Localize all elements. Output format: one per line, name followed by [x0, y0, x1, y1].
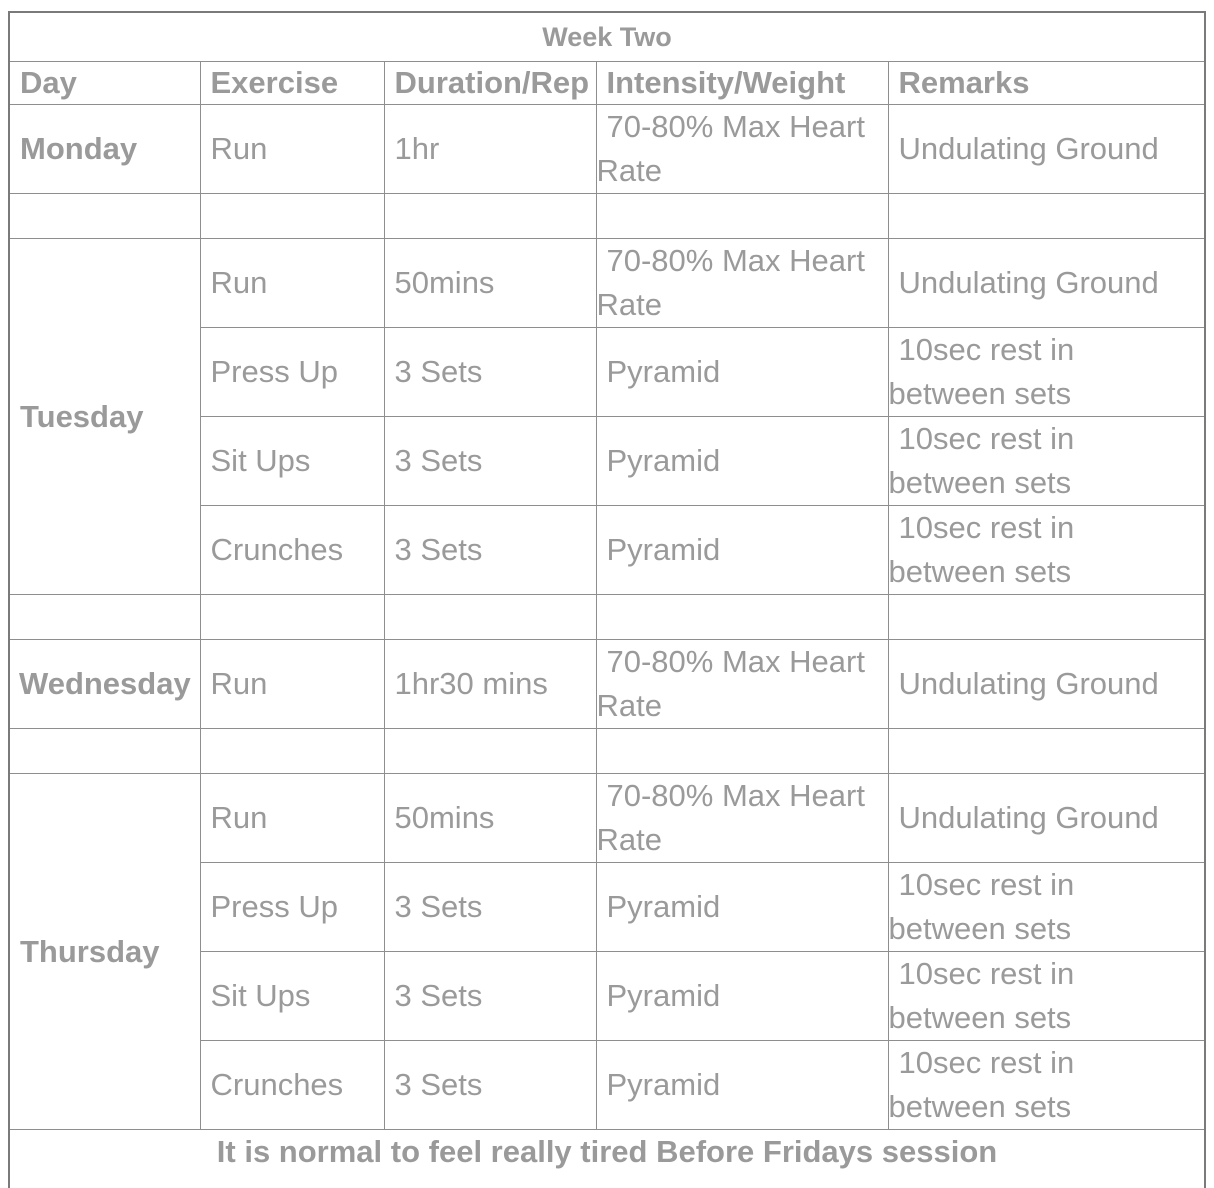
duration-cell: 3 Sets — [384, 417, 596, 506]
spacer-row — [10, 729, 1204, 774]
empty-cell — [200, 194, 384, 239]
header-exercise: Exercise — [200, 62, 384, 105]
empty-cell — [596, 729, 888, 774]
remarks-cell: 10sec rest in between sets — [888, 1041, 1204, 1130]
exercise-cell: Run — [200, 105, 384, 194]
duration-cell: 3 Sets — [384, 1041, 596, 1130]
intensity-cell: Pyramid — [596, 506, 888, 595]
day-label-tuesday: Tuesday — [10, 239, 200, 595]
exercise-cell: Run — [200, 640, 384, 729]
intensity-cell: Pyramid — [596, 417, 888, 506]
duration-cell: 1hr — [384, 105, 596, 194]
empty-cell — [888, 729, 1204, 774]
table-row — [10, 105, 1204, 194]
footer-note: It is normal to feel really tired Before Fridays session — [10, 1130, 1204, 1175]
schedule-table — [10, 13, 1204, 1174]
duration-cell: 3 Sets — [384, 952, 596, 1041]
remarks-cell: Undulating Ground — [888, 239, 1204, 328]
header-duration: Duration/Rep — [384, 62, 596, 105]
remarks-cell: Undulating Ground — [888, 105, 1204, 194]
table-row — [10, 774, 1204, 863]
empty-cell — [596, 194, 888, 239]
intensity-cell: 70-80% Max Heart Rate — [596, 774, 888, 863]
duration-cell: 3 Sets — [384, 506, 596, 595]
header-day: Day — [10, 62, 200, 105]
empty-cell — [10, 595, 200, 640]
exercise-cell: Crunches — [200, 506, 384, 595]
remarks-cell: 10sec rest in between sets — [888, 328, 1204, 417]
exercise-cell: Press Up — [200, 328, 384, 417]
empty-cell — [596, 595, 888, 640]
duration-cell: 50mins — [384, 239, 596, 328]
header-intensity: Intensity/Weight — [596, 62, 888, 105]
remarks-cell: Undulating Ground — [888, 640, 1204, 729]
empty-cell — [200, 729, 384, 774]
exercise-cell: Sit Ups — [200, 417, 384, 506]
remarks-cell: Undulating Ground — [888, 774, 1204, 863]
duration-cell: 50mins — [384, 774, 596, 863]
day-label-monday: Monday — [10, 105, 200, 194]
empty-cell — [888, 194, 1204, 239]
spacer-row — [10, 194, 1204, 239]
day-label-thursday: Thursday — [10, 774, 200, 1130]
duration-cell: 3 Sets — [384, 863, 596, 952]
schedule-table-container — [8, 11, 1206, 1188]
duration-cell: 1hr30 mins — [384, 640, 596, 729]
header-remarks: Remarks — [888, 62, 1204, 105]
empty-cell — [384, 194, 596, 239]
exercise-cell: Run — [200, 774, 384, 863]
remarks-cell: 10sec rest in between sets — [888, 417, 1204, 506]
intensity-cell: 70-80% Max Heart Rate — [596, 239, 888, 328]
empty-cell — [200, 595, 384, 640]
intensity-cell: 70-80% Max Heart Rate — [596, 105, 888, 194]
footer-row — [10, 1130, 1204, 1175]
empty-cell — [888, 595, 1204, 640]
intensity-cell: Pyramid — [596, 328, 888, 417]
empty-cell — [384, 729, 596, 774]
intensity-cell: 70-80% Max Heart Rate — [596, 640, 888, 729]
remarks-cell: 10sec rest in between sets — [888, 952, 1204, 1041]
intensity-cell: Pyramid — [596, 952, 888, 1041]
day-label-wednesday: Wednesday — [10, 640, 200, 729]
exercise-cell: Crunches — [200, 1041, 384, 1130]
remarks-cell: 10sec rest in between sets — [888, 863, 1204, 952]
intensity-cell: Pyramid — [596, 863, 888, 952]
exercise-cell: Sit Ups — [200, 952, 384, 1041]
header-row — [10, 62, 1204, 105]
empty-cell — [10, 729, 200, 774]
table-row — [10, 640, 1204, 729]
spacer-row — [10, 595, 1204, 640]
intensity-cell: Pyramid — [596, 1041, 888, 1130]
table-row — [10, 239, 1204, 328]
exercise-cell: Run — [200, 239, 384, 328]
exercise-cell: Press Up — [200, 863, 384, 952]
title-row — [10, 13, 1204, 62]
duration-cell: 3 Sets — [384, 328, 596, 417]
empty-cell — [384, 595, 596, 640]
remarks-cell: 10sec rest in between sets — [888, 506, 1204, 595]
empty-cell — [10, 194, 200, 239]
table-title: Week Two — [10, 13, 1204, 62]
